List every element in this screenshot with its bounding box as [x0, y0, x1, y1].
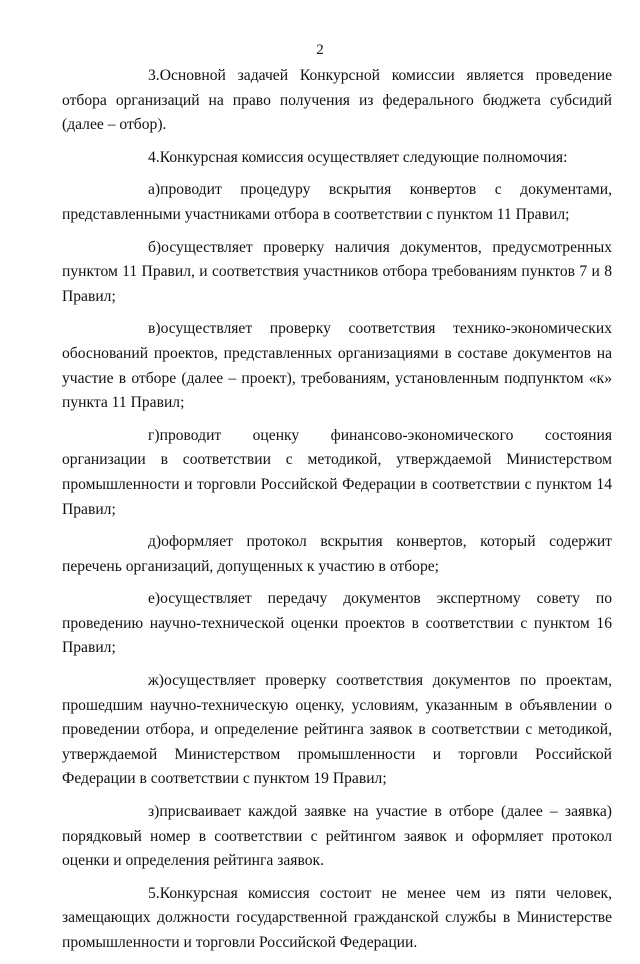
item-letter: з)	[148, 803, 160, 821]
item-letter: г)	[148, 426, 160, 444]
paragraph-text: осуществляет проверку наличия документов, предусмотренных пунктом 11 Правил, и соответствия участников отбора требованиям пунктов 7 и 8 Правил;	[62, 238, 612, 305]
paragraph-text: Основной задачей Конкурсной комиссии является проведение отбора организаций на право получения из федерального бюджета субсидий (далее – отбор).	[62, 67, 612, 134]
paragraph-text: проводит оценку финансово-экономического состояния организации в соответствии с методикой, утверждаемой Министерством промышленности и торговли Российской Федерации в соответствии с пунктом 14 Правил;	[62, 426, 612, 518]
item-number: 3.	[148, 67, 160, 84]
subparagraph-zh	[62, 669, 612, 792]
document-body	[62, 64, 612, 964]
subparagraph-d	[62, 530, 612, 579]
item-letter: а)	[148, 181, 161, 199]
subparagraph-v	[62, 317, 612, 415]
subparagraph-z	[62, 800, 612, 874]
paragraph-text: присваивает каждой заявке на участие в отборе (далее – заявка) порядковый номер в соответствии с рейтингом заявок и оформляет протокол оценки и определения рейтинга заявок.	[62, 803, 612, 870]
item-letter: б)	[148, 238, 162, 256]
paragraph-4	[62, 146, 612, 171]
paragraph-text: оформляет протокол вскрытия конвертов, который содержит перечень организаций, допущенных к участию в отборе;	[62, 533, 612, 575]
subparagraph-a	[62, 178, 612, 227]
paragraph-text: осуществляет передачу документов экспертному совету по проведению научно-технической оценки проектов в соответствии с пунктом 16 Правил;	[62, 590, 612, 657]
item-letter: д)	[148, 533, 162, 551]
item-number: 5.	[148, 884, 160, 902]
paragraph-3	[62, 64, 612, 138]
paragraph-text: осуществляет проверку соответствия технико-экономических обоснований проектов, представленных организациями в составе документов на участие в отборе (далее – проект), требованиям, установленным подпунктом «к» пункта 11 Правил;	[62, 320, 612, 412]
paragraph-text: Конкурсная комиссия состоит не менее чем из пяти человек, замещающих должности государственной гражданской службы в Министерстве промышленности и торговли Российской Федерации.	[62, 884, 612, 951]
paragraph-text: проводит процедуру вскрытия конвертов с документами, представленными участниками отбора в соответствии с пунктом 11 Правил;	[62, 181, 612, 223]
item-letter: ж)	[148, 672, 164, 690]
paragraph-5	[62, 882, 612, 956]
paragraph-text: Конкурсная комиссия осуществляет следующие полномочия:	[159, 148, 568, 166]
page-number: 2	[316, 42, 324, 58]
item-number: 4.	[148, 148, 160, 166]
subparagraph-b	[62, 236, 612, 310]
item-letter: в)	[148, 320, 161, 338]
item-letter: е)	[148, 590, 161, 608]
subparagraph-g	[62, 424, 612, 522]
subparagraph-e	[62, 587, 612, 661]
paragraph-text: осуществляет проверку соответствия документов по проектам, прошедшим научно-техническую оценку, условиям, указанным в объявлении о проведении отбора, и определение рейтинга заявок в соответствии с методикой, утверждаемой Министерством промышленности и торговли Российской Федерации в соответствии с пунктом 19 Правил;	[62, 672, 612, 788]
